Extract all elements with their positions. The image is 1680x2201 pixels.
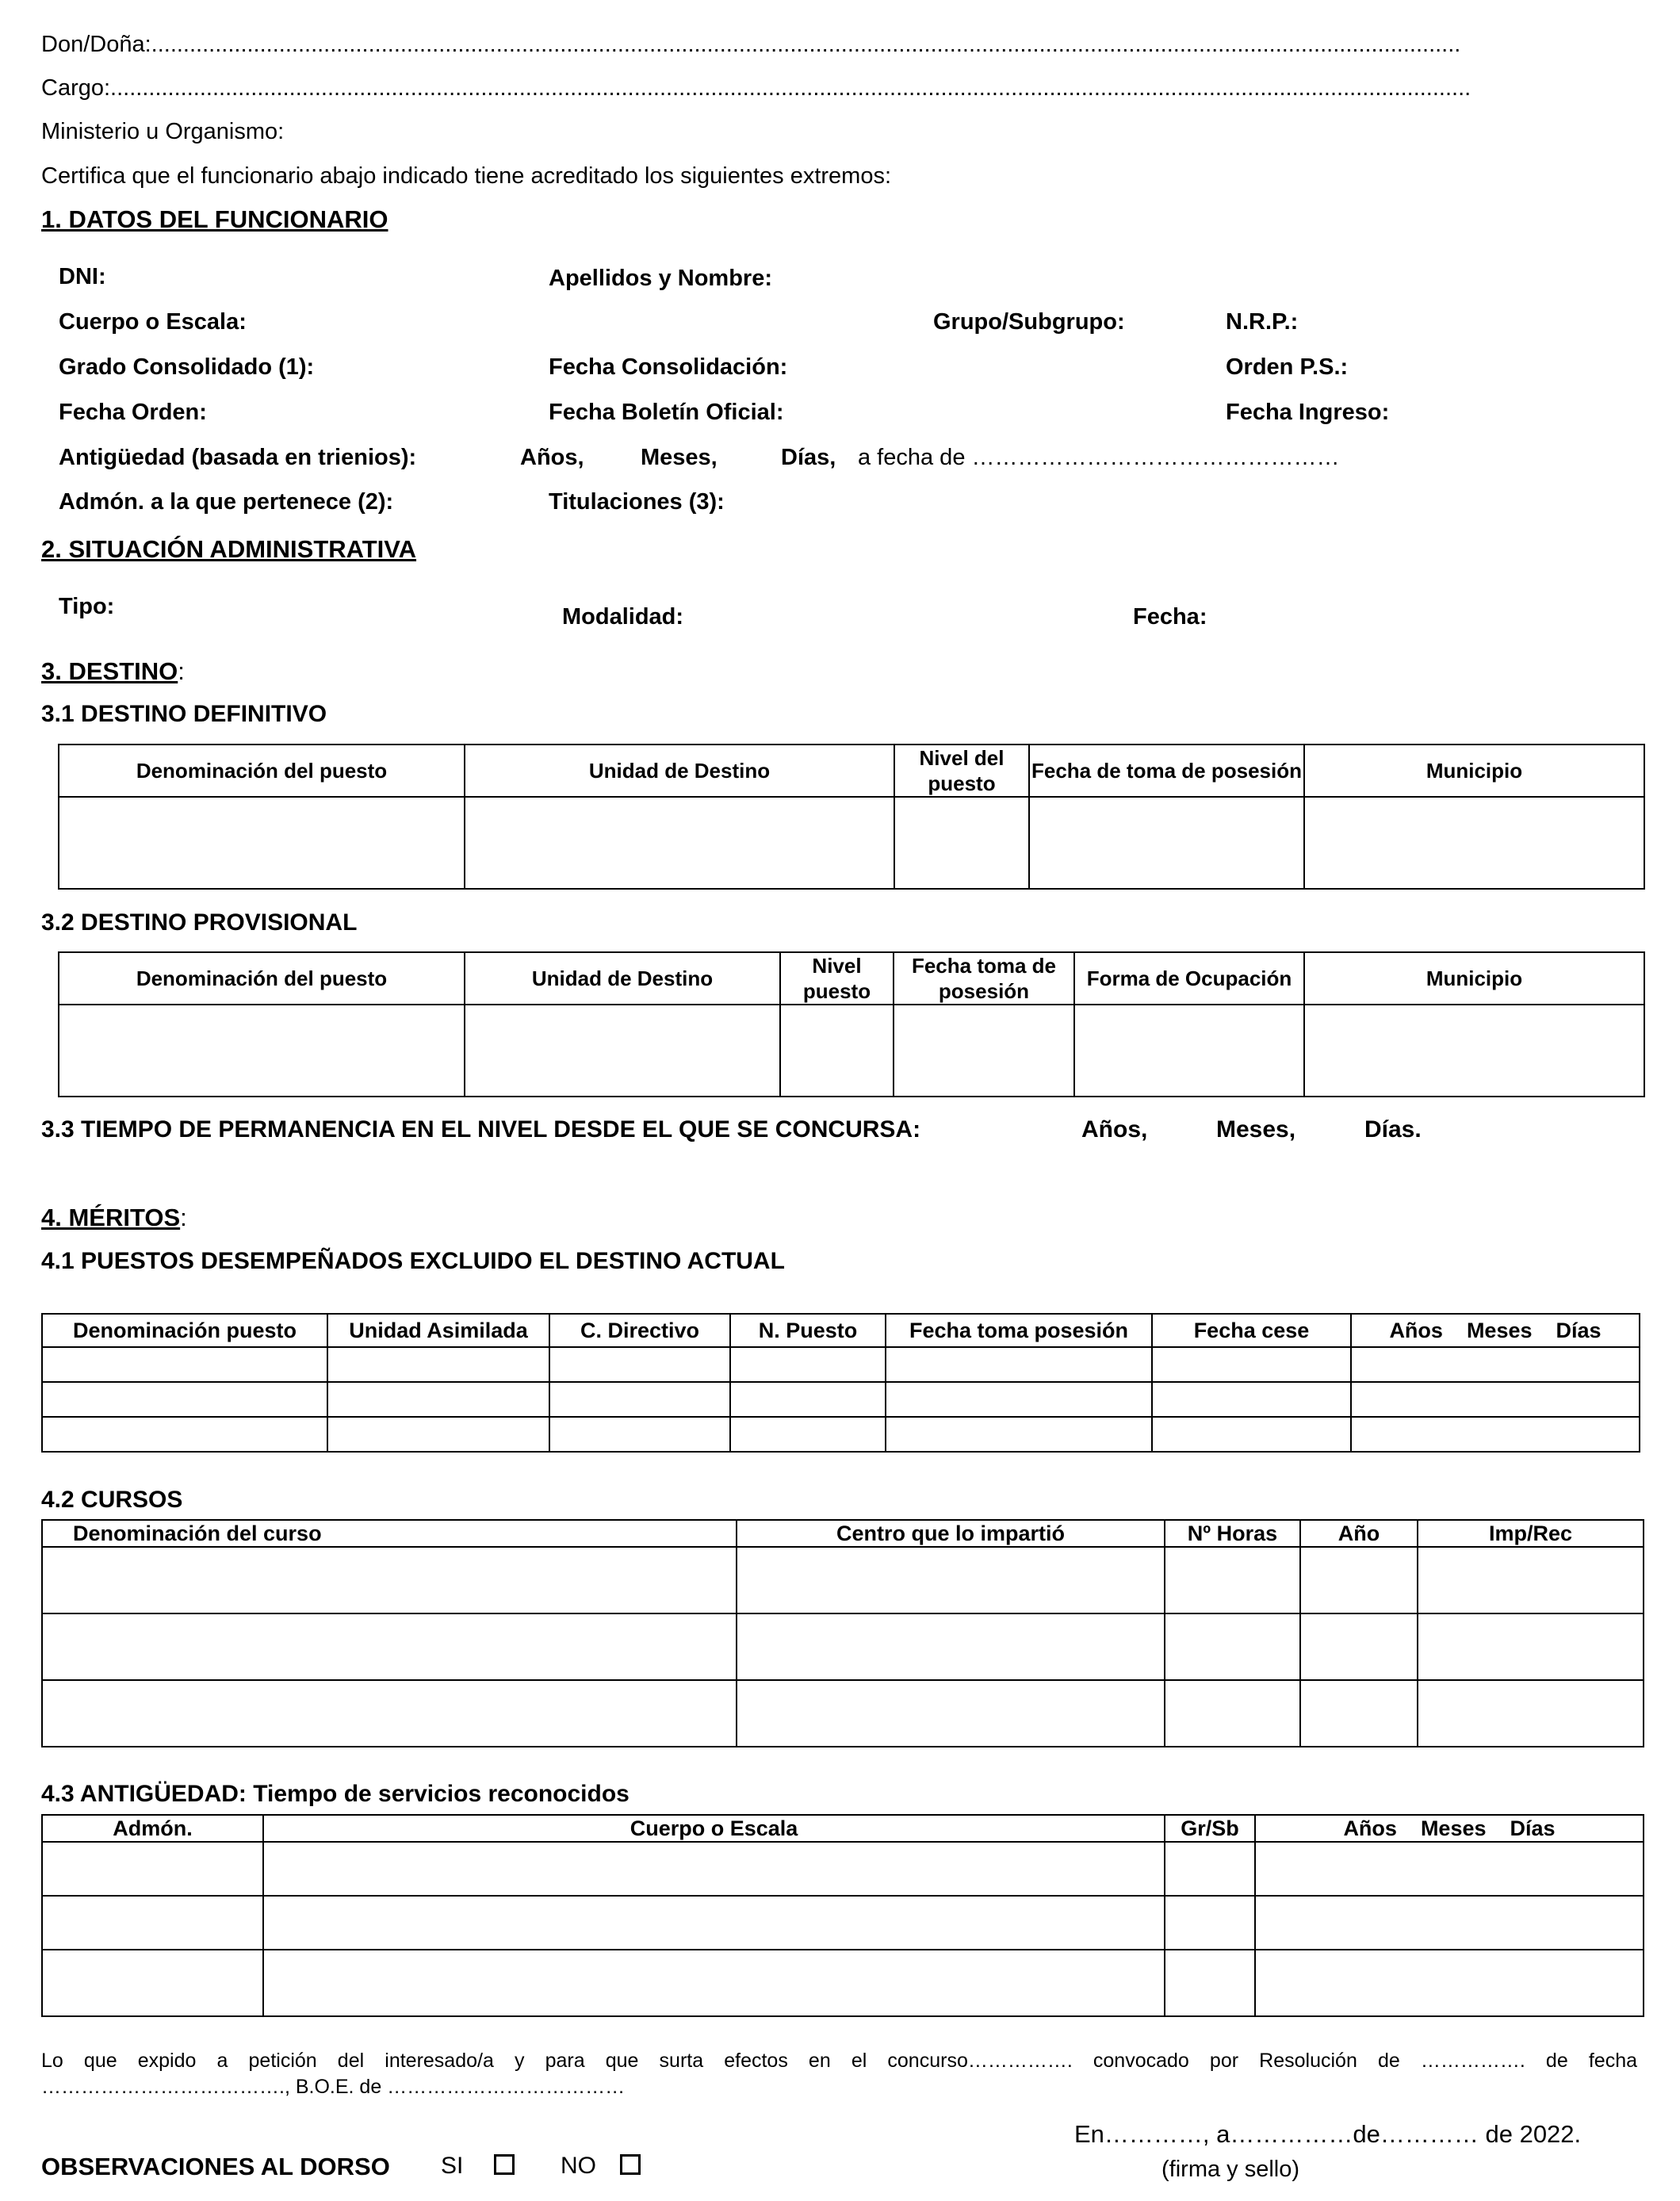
input-cell[interactable] xyxy=(886,1347,1152,1382)
input-cell[interactable] xyxy=(42,1680,737,1747)
input-cell[interactable] xyxy=(465,1005,780,1097)
input-cell[interactable] xyxy=(1304,1005,1644,1097)
input-cell[interactable] xyxy=(42,1950,263,2016)
input-cell[interactable] xyxy=(1300,1680,1418,1747)
input-cell[interactable] xyxy=(42,1547,737,1613)
destino-definitivo-title: 3.1 DESTINO DEFINITIVO xyxy=(41,701,327,727)
col-header: Fecha cese xyxy=(1152,1314,1351,1347)
tipo-label: Tipo: xyxy=(59,594,115,619)
input-cell[interactable] xyxy=(894,797,1029,889)
col-header: Denominación del puesto xyxy=(59,745,465,797)
table-row xyxy=(42,1680,1644,1747)
observaciones-si-option[interactable] xyxy=(441,2153,515,2180)
input-cell[interactable] xyxy=(1165,1547,1300,1613)
input-cell[interactable] xyxy=(894,1005,1074,1097)
no-checkbox[interactable] xyxy=(620,2154,641,2175)
si-checkbox[interactable] xyxy=(494,2154,515,2175)
input-cell[interactable] xyxy=(1351,1347,1640,1382)
ministerio-line: Ministerio u Organismo: xyxy=(41,119,285,144)
input-cell[interactable] xyxy=(1304,797,1644,889)
col-header: Unidad Asimilada xyxy=(327,1314,549,1347)
don-dona-line: Don/Doña:............................................................................................................................................................................................................. xyxy=(41,32,1461,57)
input-cell[interactable] xyxy=(263,1842,1165,1896)
tiempo-meses: Meses, xyxy=(1216,1116,1296,1143)
titulaciones-label: Titulaciones (3): xyxy=(549,489,725,515)
orden-ps-label: Orden P.S.: xyxy=(1226,354,1349,380)
table-row xyxy=(42,1842,1644,1896)
col-header: Unidad de Destino xyxy=(465,745,894,797)
col-header: Nivel del puesto xyxy=(894,745,1029,797)
col-header: Forma de Ocupación xyxy=(1074,952,1304,1005)
section-4-title: 4. MÉRITOS: xyxy=(41,1204,187,1231)
input-cell[interactable] xyxy=(1152,1417,1351,1452)
input-cell[interactable] xyxy=(1351,1382,1640,1417)
input-cell[interactable] xyxy=(1029,797,1304,889)
antiguedad-dias: Días, xyxy=(781,445,836,470)
col-header: Gr/Sb xyxy=(1165,1815,1255,1842)
antiguedad-meses: Meses, xyxy=(641,445,718,470)
table-row xyxy=(42,1347,1640,1382)
section-1-title: 1. DATOS DEL FUNCIONARIO xyxy=(41,205,388,233)
grado-label: Grado Consolidado (1): xyxy=(59,354,315,380)
cursos-table xyxy=(41,1519,1644,1747)
col-header: Centro que lo impartió xyxy=(737,1520,1165,1547)
observaciones-no-option[interactable] xyxy=(561,2153,641,2180)
table-row xyxy=(42,1896,1644,1950)
input-cell[interactable] xyxy=(42,1417,327,1452)
input-cell[interactable] xyxy=(1165,1896,1255,1950)
col-header: Fecha toma de posesión xyxy=(894,952,1074,1005)
col-header: N. Puesto xyxy=(730,1314,886,1347)
nrp-label: N.R.P.: xyxy=(1226,309,1299,335)
col-header: Municipio xyxy=(1304,952,1644,1005)
firma-sello: (firma y sello) xyxy=(1161,2157,1300,2182)
cuerpo-label: Cuerpo o Escala: xyxy=(59,309,247,335)
destino-provisional-title: 3.2 DESTINO PROVISIONAL xyxy=(41,909,358,936)
input-cell[interactable] xyxy=(737,1547,1165,1613)
col-header: Unidad de Destino xyxy=(465,952,780,1005)
certifica-line: Certifica que el funcionario abajo indicado tiene acreditado los siguientes extremos: xyxy=(41,163,892,189)
section-3-title: 3. DESTINO: xyxy=(41,657,185,685)
col-header: Admón. xyxy=(42,1815,263,1842)
input-cell[interactable] xyxy=(1165,1842,1255,1896)
input-cell[interactable] xyxy=(1418,1547,1644,1613)
destino-definitivo-table xyxy=(58,744,1645,890)
section-2-title: 2. SITUACIÓN ADMINISTRATIVA xyxy=(41,535,417,563)
input-cell[interactable] xyxy=(1165,1613,1300,1680)
cargo-line: Cargo:..................................................................................................................................................................................................................... xyxy=(41,75,1471,101)
input-cell[interactable] xyxy=(327,1347,549,1382)
input-cell[interactable] xyxy=(1165,1950,1255,2016)
input-cell[interactable] xyxy=(1152,1347,1351,1382)
fecha-consolidacion-label: Fecha Consolidación: xyxy=(549,354,788,380)
tiempo-dias: Días. xyxy=(1364,1116,1422,1143)
table-row xyxy=(42,1417,1640,1452)
input-cell[interactable] xyxy=(42,1613,737,1680)
fecha-ingreso-label: Fecha Ingreso: xyxy=(1226,400,1390,425)
no-label: NO xyxy=(561,2153,596,2179)
input-cell[interactable] xyxy=(1074,1005,1304,1097)
antiguedad-anos: Años, xyxy=(520,445,584,470)
col-header: Denominación puesto xyxy=(42,1314,327,1347)
input-cell[interactable] xyxy=(263,1896,1165,1950)
input-cell[interactable] xyxy=(1255,1896,1644,1950)
input-cell[interactable] xyxy=(42,1896,263,1950)
col-header: Nº Horas xyxy=(1165,1520,1300,1547)
input-cell[interactable] xyxy=(886,1417,1152,1452)
observaciones-label: OBSERVACIONES AL DORSO xyxy=(41,2153,390,2180)
col-header: Nivel puesto xyxy=(780,952,894,1005)
col-header: Denominación del puesto xyxy=(59,952,465,1005)
modalidad-label: Modalidad: xyxy=(562,604,684,630)
table-row xyxy=(42,1382,1640,1417)
tiempo-permanencia-title: 3.3 TIEMPO DE PERMANENCIA EN EL NIVEL DESDE EL QUE SE CONCURSA: xyxy=(41,1116,921,1143)
col-header: Fecha toma posesión xyxy=(886,1314,1152,1347)
input-cell[interactable] xyxy=(1255,1842,1644,1896)
antiguedad-label: Antigüedad (basada en trienios): xyxy=(59,445,417,470)
en-fecha-line: En…………, a……………de………… de 2022. xyxy=(1074,2120,1582,2148)
input-cell[interactable] xyxy=(549,1347,730,1382)
input-cell[interactable] xyxy=(1418,1613,1644,1680)
input-cell[interactable] xyxy=(1255,1950,1644,2016)
col-header: Fecha de toma de posesión xyxy=(1029,745,1304,797)
input-cell[interactable] xyxy=(263,1950,1165,2016)
input-cell[interactable] xyxy=(730,1347,886,1382)
antiguedad-table xyxy=(41,1814,1644,2017)
col-header: C. Directivo xyxy=(549,1314,730,1347)
grupo-label: Grupo/Subgrupo: xyxy=(933,309,1125,335)
table-row xyxy=(42,1547,1644,1613)
input-cell[interactable] xyxy=(730,1417,886,1452)
input-cell[interactable] xyxy=(42,1842,263,1896)
antiguedad-servicios-title: 4.3 ANTIGÜEDAD: Tiempo de servicios reconocidos xyxy=(41,1781,630,1807)
input-cell[interactable] xyxy=(1300,1547,1418,1613)
apellidos-label: Apellidos y Nombre: xyxy=(549,266,772,291)
input-cell[interactable] xyxy=(1300,1613,1418,1680)
dni-label: DNI: xyxy=(59,264,106,289)
table-row xyxy=(42,1950,1644,2016)
input-cell[interactable] xyxy=(59,1005,465,1097)
input-cell[interactable] xyxy=(42,1382,327,1417)
input-cell[interactable] xyxy=(737,1613,1165,1680)
input-cell[interactable] xyxy=(327,1417,549,1452)
col-header: Imp/Rec xyxy=(1418,1520,1644,1547)
table-row xyxy=(42,1613,1644,1680)
col-header: Años Meses Días xyxy=(1255,1815,1644,1842)
destino-provisional-table xyxy=(58,951,1645,1097)
si-label: SI xyxy=(441,2153,464,2179)
input-cell[interactable] xyxy=(780,1005,894,1097)
fecha-boletin-label: Fecha Boletín Oficial: xyxy=(549,400,784,425)
puestos-title: 4.1 PUESTOS DESEMPEÑADOS EXCLUIDO EL DESTINO ACTUAL xyxy=(41,1248,785,1274)
input-cell[interactable] xyxy=(1165,1680,1300,1747)
col-header: Años Meses Días xyxy=(1351,1314,1640,1347)
table-row xyxy=(59,797,1644,889)
col-header: Denominación del curso xyxy=(42,1520,737,1547)
input-cell[interactable] xyxy=(737,1680,1165,1747)
fecha-orden-label: Fecha Orden: xyxy=(59,400,207,425)
expido-text-2: ………………………………., B.O.E. de ……………………………… xyxy=(41,2076,626,2098)
input-cell[interactable] xyxy=(42,1347,327,1382)
col-header: Cuerpo o Escala xyxy=(263,1815,1165,1842)
input-cell[interactable] xyxy=(327,1382,549,1417)
tiempo-anos: Años, xyxy=(1081,1116,1148,1143)
cursos-title: 4.2 CURSOS xyxy=(41,1487,183,1513)
puestos-table xyxy=(41,1313,1640,1453)
table-row xyxy=(59,1005,1644,1097)
input-cell[interactable] xyxy=(1351,1417,1640,1452)
input-cell[interactable] xyxy=(465,797,894,889)
situacion-fecha-label: Fecha: xyxy=(1133,604,1207,630)
col-header: Municipio xyxy=(1304,745,1644,797)
input-cell[interactable] xyxy=(1418,1680,1644,1747)
input-cell[interactable] xyxy=(730,1382,886,1417)
input-cell[interactable] xyxy=(549,1417,730,1452)
input-cell[interactable] xyxy=(886,1382,1152,1417)
a-fecha-line: a fecha de ………………………………………… xyxy=(858,445,1340,470)
admon-label: Admón. a la que pertenece (2): xyxy=(59,489,394,515)
input-cell[interactable] xyxy=(59,797,465,889)
input-cell[interactable] xyxy=(1152,1382,1351,1417)
input-cell[interactable] xyxy=(549,1382,730,1417)
col-header: Año xyxy=(1300,1520,1418,1547)
expido-text: Lo que expido a petición del interesado/a y para que surta efectos en el concurso……………. convocado por Resolución de ……………. de fecha xyxy=(41,2050,1637,2072)
